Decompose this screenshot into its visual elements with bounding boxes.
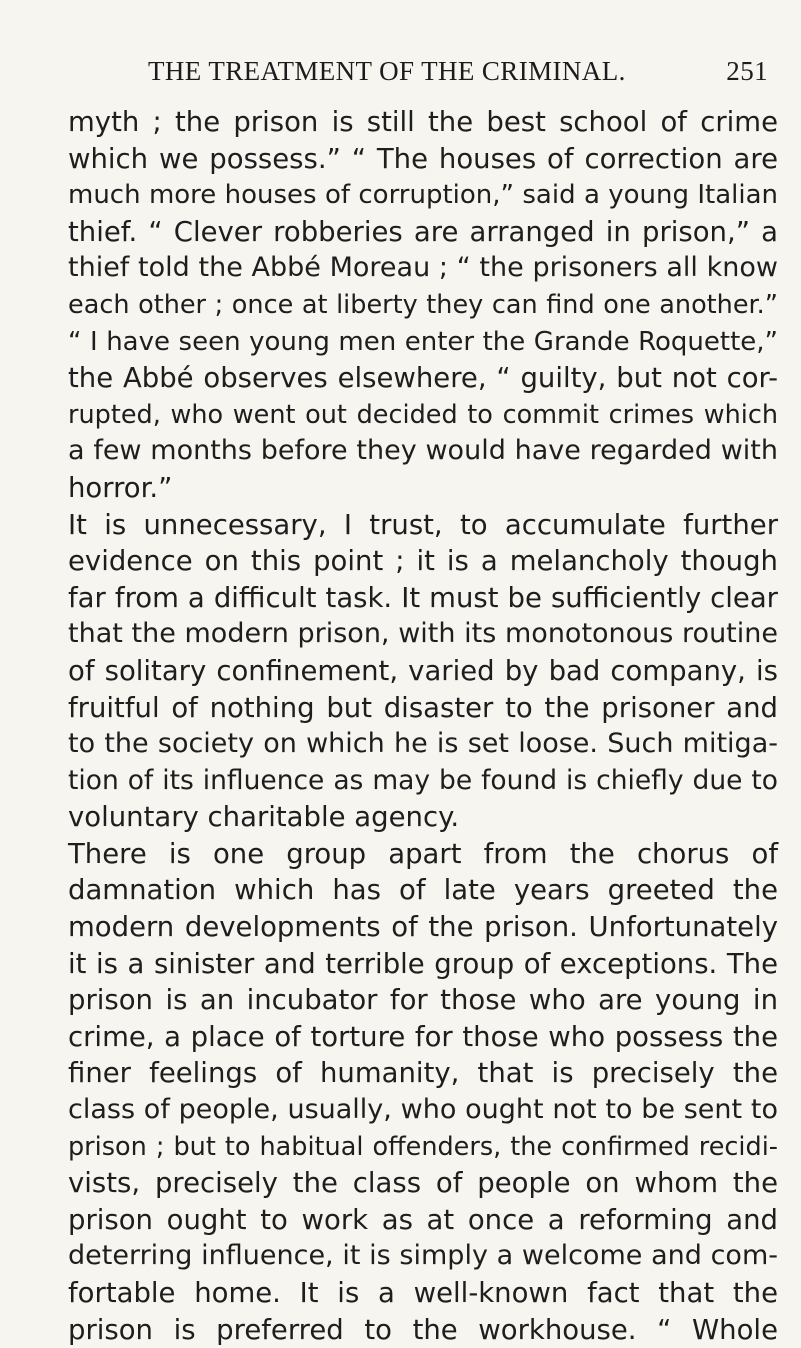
text-line: prison ; but to habitual offenders, the confirmed recidi- — [68, 1131, 778, 1162]
running-title: THE TREATMENT OF THE CRIMINAL. — [148, 56, 626, 86]
running-head — [148, 56, 768, 96]
text-line: prison is preferred to the workhouse. “ Whole — [68, 1313, 778, 1346]
text-line: to the society on which he is set loose. Such mitiga- — [68, 728, 778, 760]
text-line: the Abbé observes elsewhere, “ guilty, but not cor- — [68, 362, 778, 395]
page-number: 251 — [726, 56, 768, 86]
text-line: fortable home. It is a well-known fact that the — [68, 1277, 778, 1309]
text-line: “ I have seen young men enter the Grande Roquette,” — [68, 326, 778, 357]
text-line: which we possess.” “ The houses of correction are — [68, 142, 778, 175]
text-line: voluntary charitable agency. — [68, 801, 460, 834]
text-line: crime, a place of torture for those who possess the — [68, 1020, 778, 1053]
text-line: thief told the Abbé Moreau ; “ the prisoners all know — [68, 252, 778, 284]
text-line: each other ; once at liberty they can find one another.” — [68, 289, 778, 320]
text-line: finer feelings of humanity, that is precisely the — [68, 1057, 778, 1090]
text-line: class of people, usually, who ought not to be sent to — [68, 1094, 778, 1126]
text-line: rupted, who went out decided to commit crimes which — [68, 399, 778, 430]
text-line: that the modern prison, with its monotonous routine — [68, 618, 778, 650]
body-text — [68, 104, 778, 1348]
text-line: vists, precisely the class of people on whom the — [68, 1167, 778, 1200]
text-line: thief. “ Clever robberies are arranged in prison,” a — [68, 215, 778, 248]
text-line: There is one group apart from the chorus of — [68, 837, 778, 870]
text-line: horror.” — [68, 471, 173, 504]
text-line: far from a difficult task. It must be sufficiently clear — [68, 581, 778, 614]
text-line: evidence on this point ; it is a melancholy though — [68, 545, 778, 578]
text-line: modern developments of the prison. Unfortunately — [68, 911, 778, 944]
text-line: myth ; the prison is still the best school of crime — [68, 106, 778, 138]
text-line: prison is an incubator for those who are young in — [68, 984, 778, 1017]
text-line: tion of its influence as may be found is chiefly due to — [68, 764, 778, 796]
text-line: It is unnecessary, I trust, to accumulate further — [68, 508, 778, 541]
text-line: deterring influence, it is simply a welcome and com- — [68, 1240, 778, 1272]
text-line: fruitful of nothing but disaster to the prisoner and — [68, 691, 778, 724]
text-line: prison ought to work as at once a reforming and — [68, 1203, 778, 1236]
text-line: a few months before they would have regarded with — [68, 435, 778, 467]
text-line: much more houses of corruption,” said a young Italian — [68, 180, 778, 211]
text-line: of solitary confinement, varied by bad company, is — [68, 654, 778, 687]
text-line: damnation which has of late years greeted the — [68, 874, 778, 907]
text-line: it is a sinister and terrible group of exceptions. The — [68, 947, 778, 980]
